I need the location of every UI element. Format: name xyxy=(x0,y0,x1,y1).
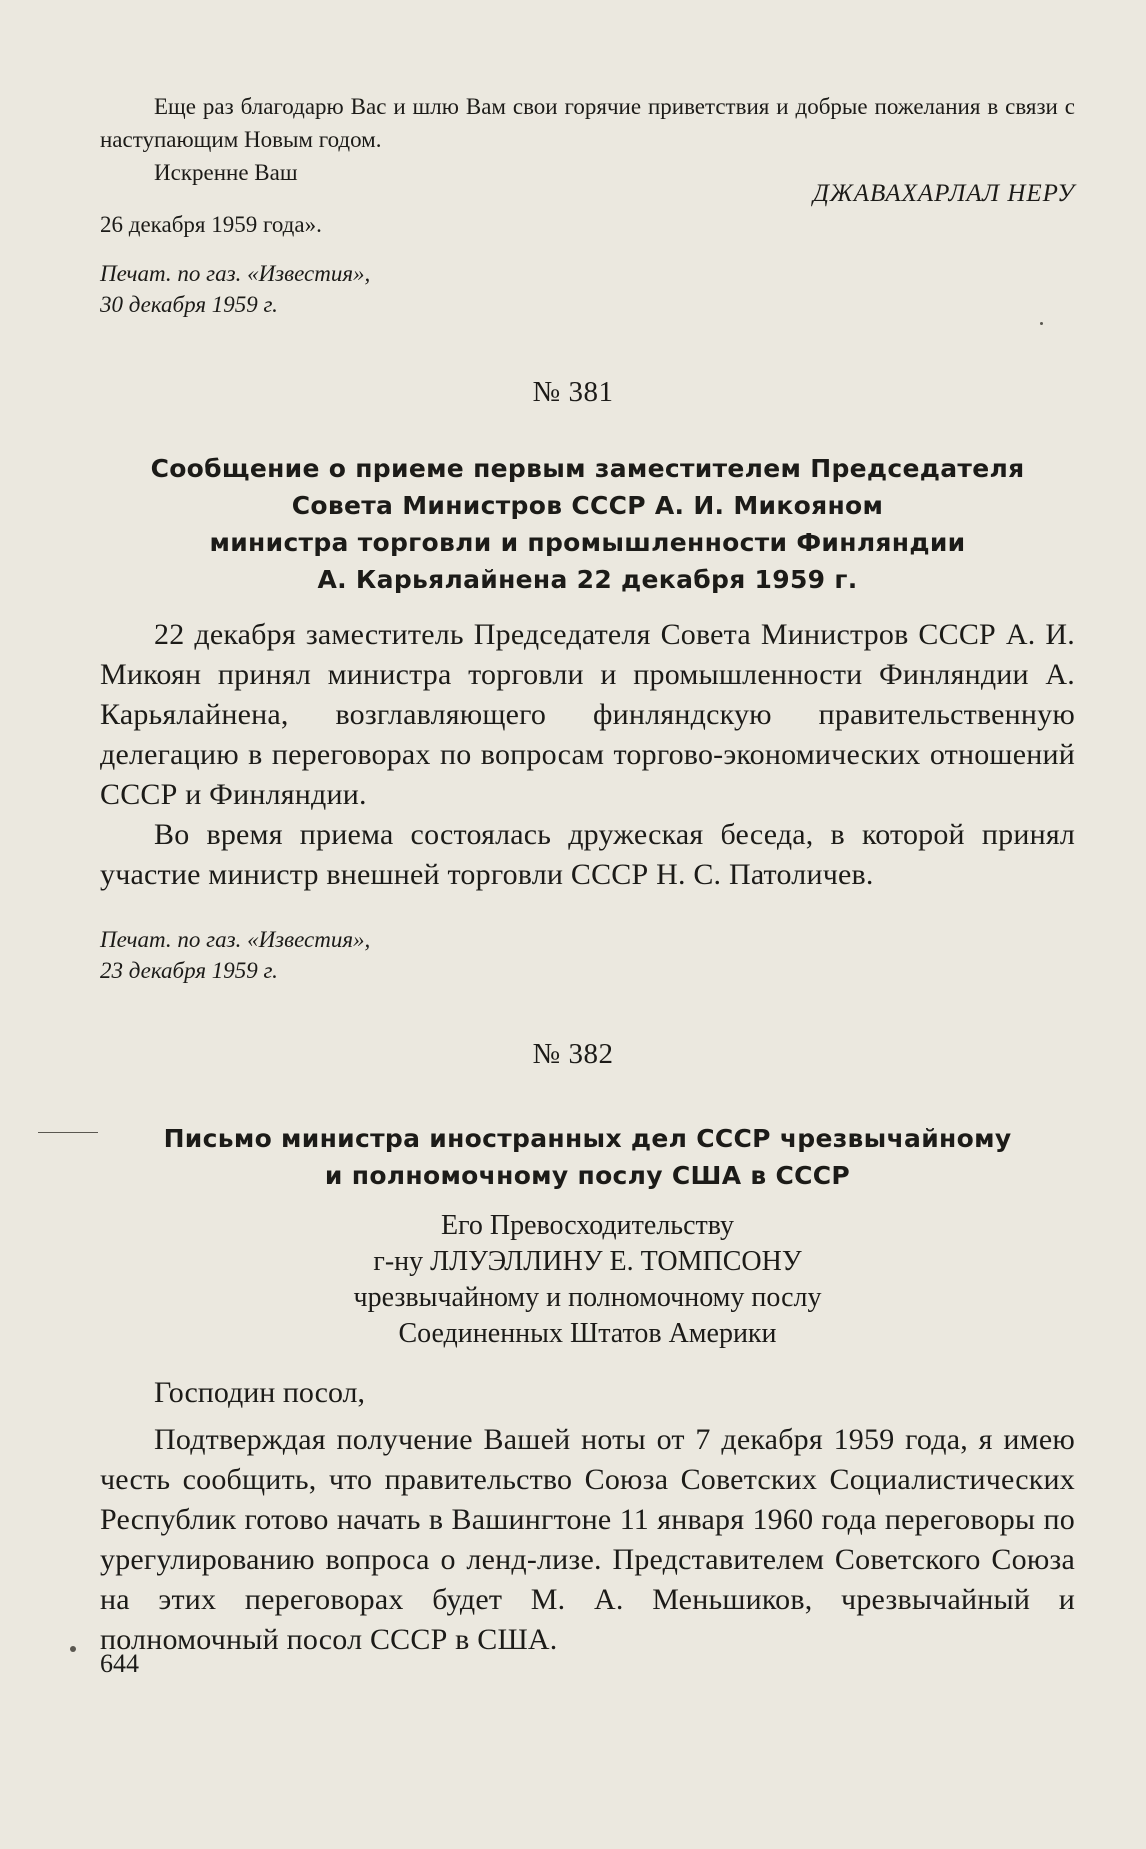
doc-382-title-line: Письмо министра иностранных дел СССР чрезвычайному xyxy=(163,1124,1012,1153)
doc-381-source-line2: 23 декабря 1959 г. xyxy=(100,958,278,983)
prev-letter-closing-paragraph: Еще раз благодарю Вас и шлю Вам свои горячие приветствия и добрые пожелания в связи с наступающим Новым годом. xyxy=(100,94,1075,152)
doc-382-title-line: и полномочному послу США в СССР xyxy=(324,1161,851,1190)
prev-letter-closing xyxy=(100,90,1075,189)
prev-letter-source xyxy=(100,258,1075,320)
doc-381-paragraph-1: 22 декабря заместитель Председателя Совета Министров СССР А. И. Микоян принял министра торговли и промышленности Финляндии А. Карьялайнена, возглавляющего финляндскую правительственную делегацию в переговорах по вопросам торгово-экономических отношений СССР и Финляндии. xyxy=(100,618,1075,811)
salutation-text: Господин посол, xyxy=(154,1376,366,1409)
doc-381-paragraph-2: Во время приема состоялась дружеская беседа, в которой принял участие министр внешней торговли СССР Н. С. Патоличев. xyxy=(100,818,1075,891)
doc-381-body xyxy=(100,615,1075,895)
address-line: Соединенных Штатов Америки xyxy=(398,1318,777,1349)
doc-382-paragraph-1: Подтверждая получение Вашей ноты от 7 декабря 1959 года, я имею честь сообщить, что правительство Союза Советских Социалистических Республик готово начать в Вашингтоне 11 января 1960 года переговоры по урегулированию вопроса о ленд-лизе. Представителем Советского Союза на этих переговорах будет М. А. Меньшиков, чрезвычайный и полномочный посол СССР в США. xyxy=(100,1423,1075,1656)
doc-382-salutation xyxy=(100,1373,1075,1413)
address-line: чрезвычайному и полномочному послу xyxy=(353,1282,822,1313)
doc-382-title xyxy=(100,1120,1075,1194)
page-number: 644 xyxy=(100,1649,139,1678)
prev-letter-valediction: Искренне Ваш xyxy=(154,160,298,185)
address-line: г-ну ЛЛУЭЛЛИНУ Е. ТОМПСОНУ xyxy=(373,1246,802,1277)
doc-381-number: № 381 xyxy=(532,376,614,408)
address-line: Его Превосходительству xyxy=(440,1210,734,1241)
prev-letter-source-line2: 30 декабря 1959 г. xyxy=(100,292,278,317)
prev-letter-date-text: 26 декабря 1959 года». xyxy=(100,212,322,237)
doc-382-body xyxy=(100,1420,1075,1660)
doc-381-title xyxy=(100,450,1075,598)
doc-381-title-line: А. Карьялайнена 22 декабря 1959 г. xyxy=(317,565,858,594)
prev-letter-source-line1: Печат. по газ. «Известия», xyxy=(100,261,371,286)
prev-letter-date xyxy=(100,208,1075,241)
scan-mark xyxy=(38,1132,98,1133)
prev-letter-signature: ДЖАВАХАРЛАЛ НЕРУ xyxy=(812,180,1075,207)
doc-381-source-line1: Печат. по газ. «Известия», xyxy=(100,927,371,952)
doc-381-title-line: Совета Министров СССР А. И. Микояном xyxy=(291,491,884,520)
doc-382-number: № 382 xyxy=(532,1038,614,1070)
doc-381-source xyxy=(100,924,1075,986)
doc-381-title-line: министра торговли и промышленности Финляндии xyxy=(209,528,966,557)
scan-speck xyxy=(70,1646,76,1652)
scan-speck xyxy=(1040,322,1043,325)
doc-381-title-line: Сообщение о приеме первым заместителем Председателя xyxy=(150,454,1025,483)
doc-382-address xyxy=(100,1208,1075,1352)
